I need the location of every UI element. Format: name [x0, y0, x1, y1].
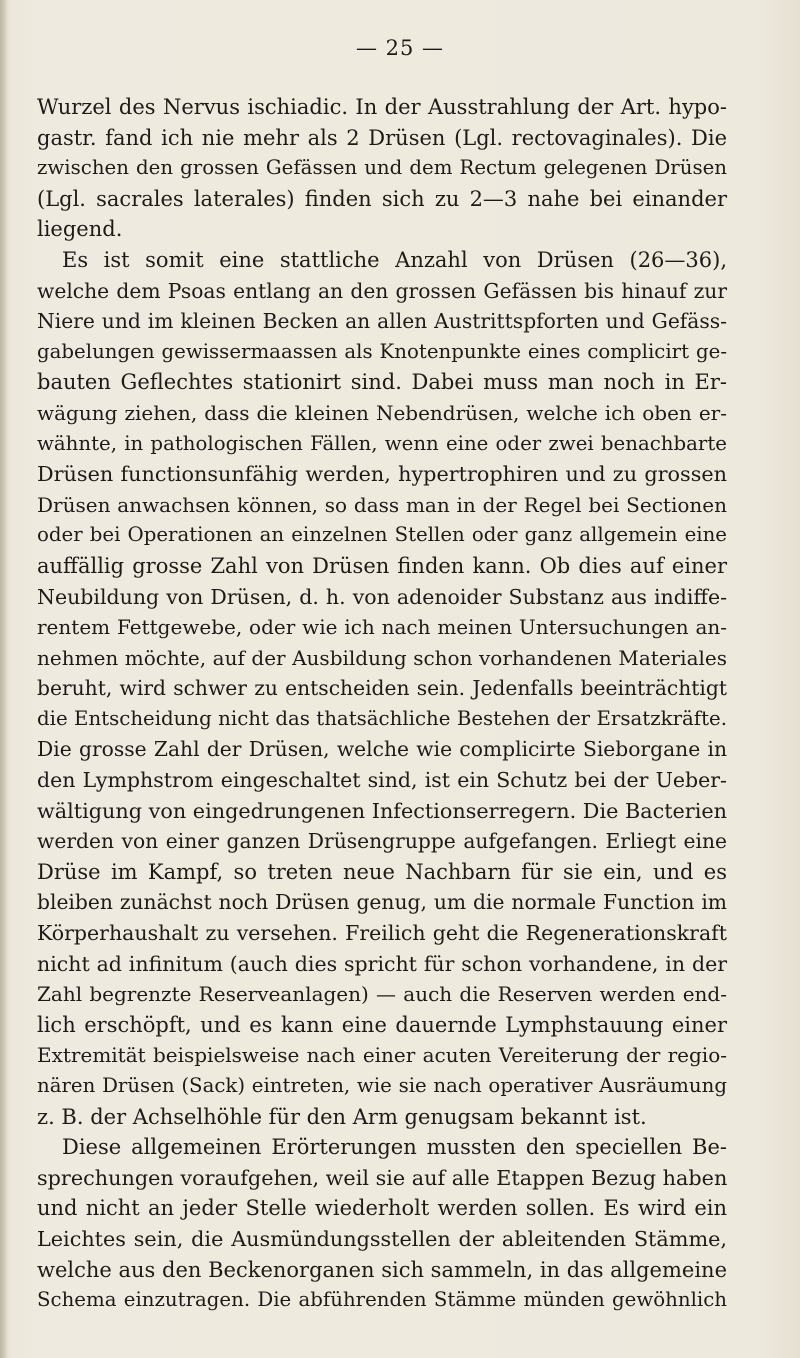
text-line: die Entscheidung nicht das thatsächliche Bestehen der Ersatzkräfte.: [37, 706, 727, 730]
text-line: Drüsen anwachsen können, so dass man in der Regel bei Sectionen: [37, 492, 727, 517]
text-line: Die grosse Zahl der Drüsen, welche wie complicirte Sieborgane in: [37, 737, 727, 762]
text-line: welche aus den Beckenorganen sich sammeln, in das allgemeine: [37, 1257, 727, 1282]
text-line: beruht, wird schwer zu entscheiden sein. Jedenfalls beeinträchtigt: [37, 676, 727, 701]
text-line: Niere und im kleinen Becken an allen Austrittspforten und Gefäss-: [37, 309, 727, 334]
text-line: den Lymphstrom eingeschaltet sind, ist ein Schutz bei der Ueber-: [37, 768, 727, 793]
text-line: bleiben zunächst noch Drüsen genug, um die normale Function im: [37, 890, 727, 915]
text-line: Körperhaushalt zu versehen. Freilich geht die Regenerationskraft: [37, 921, 727, 946]
text-line: Es ist somit eine stattliche Anzahl von Drüsen (26—36),: [62, 247, 727, 272]
text-line: gastr. fand ich nie mehr als 2 Drüsen (Lgl. rectovaginales). Die: [37, 125, 727, 150]
text-line: werden von einer ganzen Drüsengruppe aufgefangen. Erliegt eine: [37, 829, 727, 854]
body-text: [37, 92, 727, 1316]
text-line: nicht ad infinitum (auch dies spricht für schon vorhandene, in der: [37, 951, 727, 976]
text-line: wähnte, in pathologischen Fällen, wenn eine oder zwei benachbarte: [37, 431, 727, 455]
text-line: Neubildung von Drüsen, d. h. von adenoider Substanz aus indiffe-: [37, 584, 727, 609]
text-line: Extremität beispielsweise nach einer acuten Vereiterung der regio-: [37, 1043, 727, 1068]
text-line: auffällig grosse Zahl von Drüsen finden kann. Ob dies auf einer: [37, 553, 727, 578]
text-line: lich erschöpft, und es kann eine dauernde Lymphstauung einer: [37, 1012, 727, 1037]
text-line: Wurzel des Nervus ischiadic. In der Ausstrahlung der Art. hypo-: [37, 95, 727, 119]
text-line: Schema einzutragen. Die abführenden Stämme münden gewöhnlich: [37, 1288, 727, 1312]
text-line: z. B. der Achselhöhle für den Arm genugsam bekannt ist.: [37, 1104, 647, 1129]
text-line: wältigung von eingedrungenen Infectionserregern. Die Bacterien: [37, 798, 728, 823]
text-line: sprechungen voraufgehen, weil sie auf alle Etappen Bezug haben: [37, 1165, 728, 1190]
text-line: zwischen den grossen Gefässen und dem Rectum gelegenen Drüsen: [37, 156, 727, 180]
text-line: liegend.: [37, 217, 123, 242]
text-line: bauten Geflechtes stationirt sind. Dabei muss man noch in Er-: [37, 370, 727, 395]
text-line: nehmen möchte, auf der Ausbildung schon vorhandenen Materiales: [37, 645, 727, 670]
text-line: welche dem Psoas entlang an den grossen Gefässen bis hinauf zur: [37, 278, 727, 303]
text-line: (Lgl. sacrales laterales) finden sich zu 2—3 nahe bei einander: [37, 186, 727, 211]
text-line: Diese allgemeinen Erörterungen mussten den speciellen Be-: [62, 1135, 727, 1160]
text-line: nären Drüsen (Sack) eintreten, wie sie nach operativer Ausräumung: [37, 1074, 727, 1097]
text-line: Drüse im Kampf, so treten neue Nachbarn für sie ein, und es: [37, 859, 727, 884]
text-line: rentem Fettgewebe, oder wie ich nach meinen Untersuchungen an-: [37, 615, 727, 640]
text-line: oder bei Operationen an einzelnen Stellen oder ganz allgemein eine: [37, 523, 727, 547]
page-number: — 25 —: [355, 36, 445, 60]
text-line: Drüsen functionsunfähig werden, hypertrophiren und zu grossen: [37, 462, 727, 487]
text-line: Leichtes sein, die Ausmündungsstellen der ableitenden Stämme,: [37, 1226, 727, 1251]
binding-shadow: [0, 0, 8, 1358]
text-line: Zahl begrenzte Reserveanlagen) — auch die Reserven werden end-: [37, 982, 727, 1007]
text-line: gabelungen gewissermaassen als Knotenpunkte eines complicirt ge-: [37, 339, 727, 363]
text-line: und nicht an jeder Stelle wiederholt werden sollen. Es wird ein: [37, 1196, 727, 1221]
text-line: wägung ziehen, dass die kleinen Nebendrüsen, welche ich oben er-: [37, 400, 727, 425]
